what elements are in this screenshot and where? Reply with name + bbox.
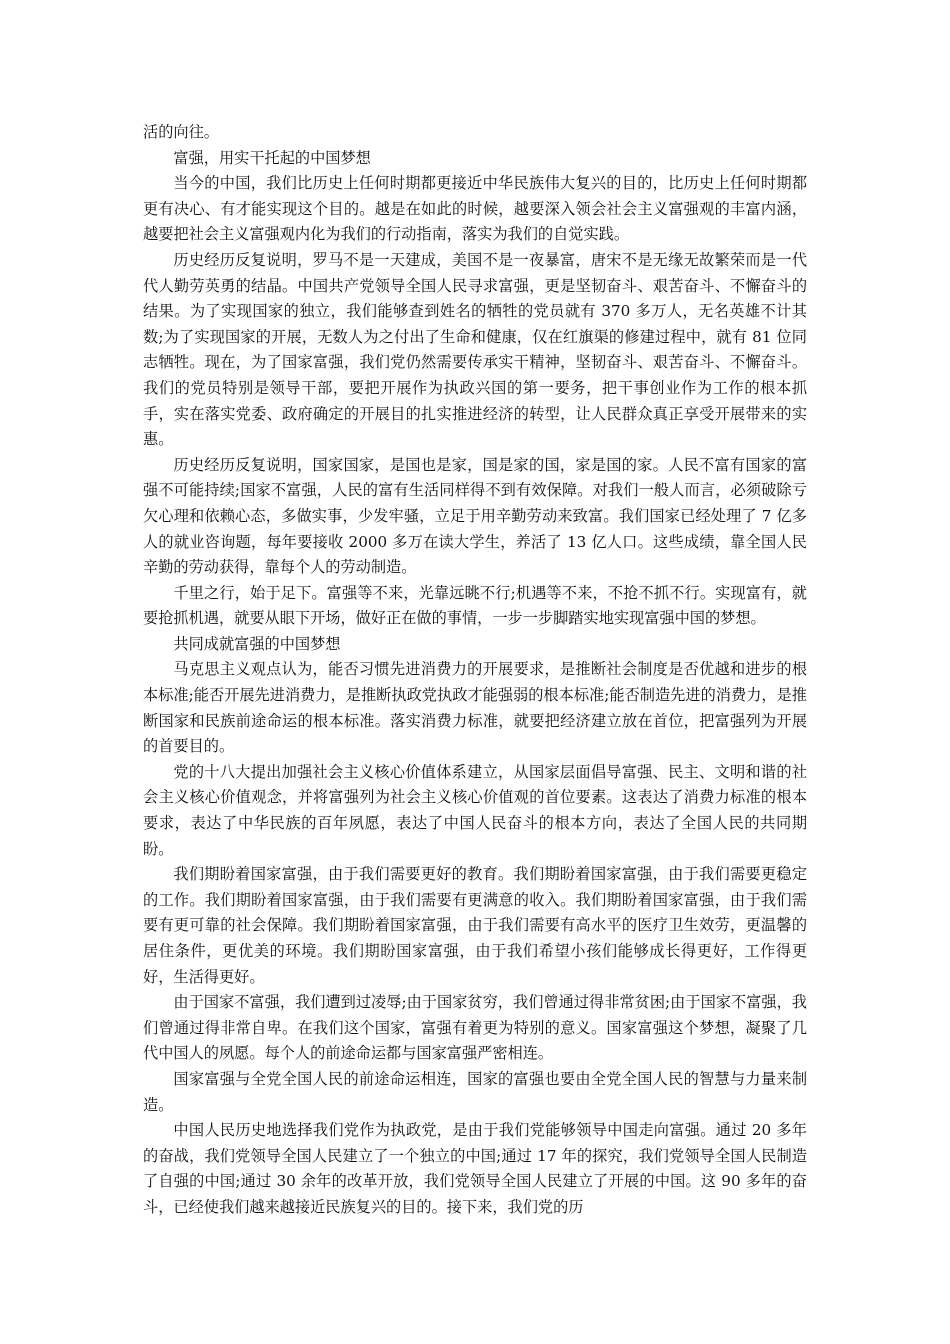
paragraph: 国家富强与全党全国人民的前途命运相连，国家的富强也要由全党全国人民的智慧与力量来制造。 bbox=[143, 1069, 807, 1114]
paragraph-continuation: 活的向往。 bbox=[143, 123, 219, 141]
section-heading-prosperity-by-action: 富强，用实干托起的中国梦想 bbox=[173, 148, 371, 167]
paragraph: 我们期盼着国家富强，由于我们需要更好的教育。我们期盼着国家富强，由于我们需要更稳定的工作。我们期盼着国家富强，由于我们需要有更满意的收入。我们期盼着国家富强，由于我们需要有更可靠的社会保障。我们期盼着国家富强，由于我们需要有高水平的医疗卫生效劳，更温馨的居住条件，更优美的环境。我们期盼国家富强，由于我们希望小孩们能够成长得更好，工作得更好，生活得更好。 bbox=[143, 865, 807, 986]
paragraph: 当今的中国，我们比历史上任何时期都更接近中华民族伟大复兴的目的，比历史上任何时期都更有决心、有才能实现这个目的。越是在如此的时候，越要深入领会社会主义富强观的丰富内涵，越要把社会主义富强观内化为我们的行动指南，落实为我们的自觉实践。 bbox=[143, 174, 807, 244]
paragraph: 马克思主义观点认为，能否习惯先进消费力的开展要求，是推断社会制度是否优越和进步的根本标准;能否开展先进消费力，是推断执政党执政才能强弱的根本标准;能否制造先进的消费力，是推断国家和民族前途命运的根本标准。落实消费力标准，就要把经济建立放在首位，把富强列为开展的首要目的。 bbox=[143, 660, 807, 756]
document-body bbox=[143, 120, 807, 1221]
paragraph: 历史经历反复说明，罗马不是一天建成，美国不是一夜暴富，唐宋不是无缘无故繁荣而是一代代人勤劳英勇的结晶。中国共产党领导全国人民寻求富强，更是坚韧奋斗、艰苦奋斗、不懈奋斗的结果。为了实现国家的独立，我们能够查到姓名的牺牲的党员就有 370 多万人，无名英雄不计其数;为了实现国家的开展，无数人为之付出了生命和健康，仅在红旗渠的修建过程中，就有 81 位同志牺牲。现在，为了国家富强，我们党仍然需要传承实干精神，坚韧奋斗、艰苦奋斗、不懈奋斗。我们的党员特别是领导干部，要把开展作为执政兴国的第一要务，把干事创业作为工作的根本抓手，实在落实党委、政府确定的开展目的扎实推进经济的转型，让人民群众真正享受开展带来的实惠。 bbox=[143, 250, 807, 449]
paragraph: 由于国家不富强，我们遭到过凌辱;由于国家贫穷，我们曾通过得非常贫困;由于国家不富强，我们曾通过得非常自卑。在我们这个国家，富强有着更为特别的意义。国家富强这个梦想，凝聚了几代中国人的夙愿。每个人的前途命运都与国家富强严密相连。 bbox=[143, 993, 807, 1063]
paragraph: 历史经历反复说明，国家国家，是国也是家，国是家的国，家是国的家。人民不富有国家的富强不可能持续;国家不富强，人民的富有生活同样得不到有效保障。对我们一般人而言，必须破除亏欠心理和依赖心态，多做实事，少发牢骚，立足于用辛勤劳动来致富。我们国家已经处理了 7 亿多人的就业咨询题，每年要接收 2000 多万在读大学生，养活了 13 亿人口。这些成绩，靠全国人民辛勤的劳动获得，靠每个人的劳动制造。 bbox=[143, 455, 807, 577]
paragraph: 千里之行，始于足下。富强等不来，光靠远眺不行;机遇等不来，不抢不抓不行。实现富有，就要抢抓机遇，就要从眼下开场，做好正在做的事情，一步一步脚踏实地实现富强中国的梦想。 bbox=[143, 583, 807, 628]
paragraph: 中国人民历史地选择我们党作为执政党，是由于我们党能够领导中国走向富强。通过 20 多年的奋战，我们党领导全国人民建立了一个独立的中国;通过 17 年的探究，我们党领导全国人民制造了自强的中国;通过 30 余年的改革开放，我们党领导全国人民建立了开展的中国。这 90 多年的奋斗，已经使我们越来越接近民族复兴的目的。接下来，我们党的历 bbox=[143, 1121, 807, 1216]
section-heading-shared-prosperity: 共同成就富强的中国梦想 bbox=[173, 634, 341, 653]
paragraph: 党的十八大提出加强社会主义核心价值体系建立，从国家层面倡导富强、民主、文明和谐的社会主义核心价值观念，并将富强列为社会主义核心价值观的首位要素。这表达了消费力标准的根本要求，表达了中华民族的百年夙愿，表达了中国人民奋斗的根本方向，表达了全国人民的共同期盼。 bbox=[143, 762, 807, 858]
